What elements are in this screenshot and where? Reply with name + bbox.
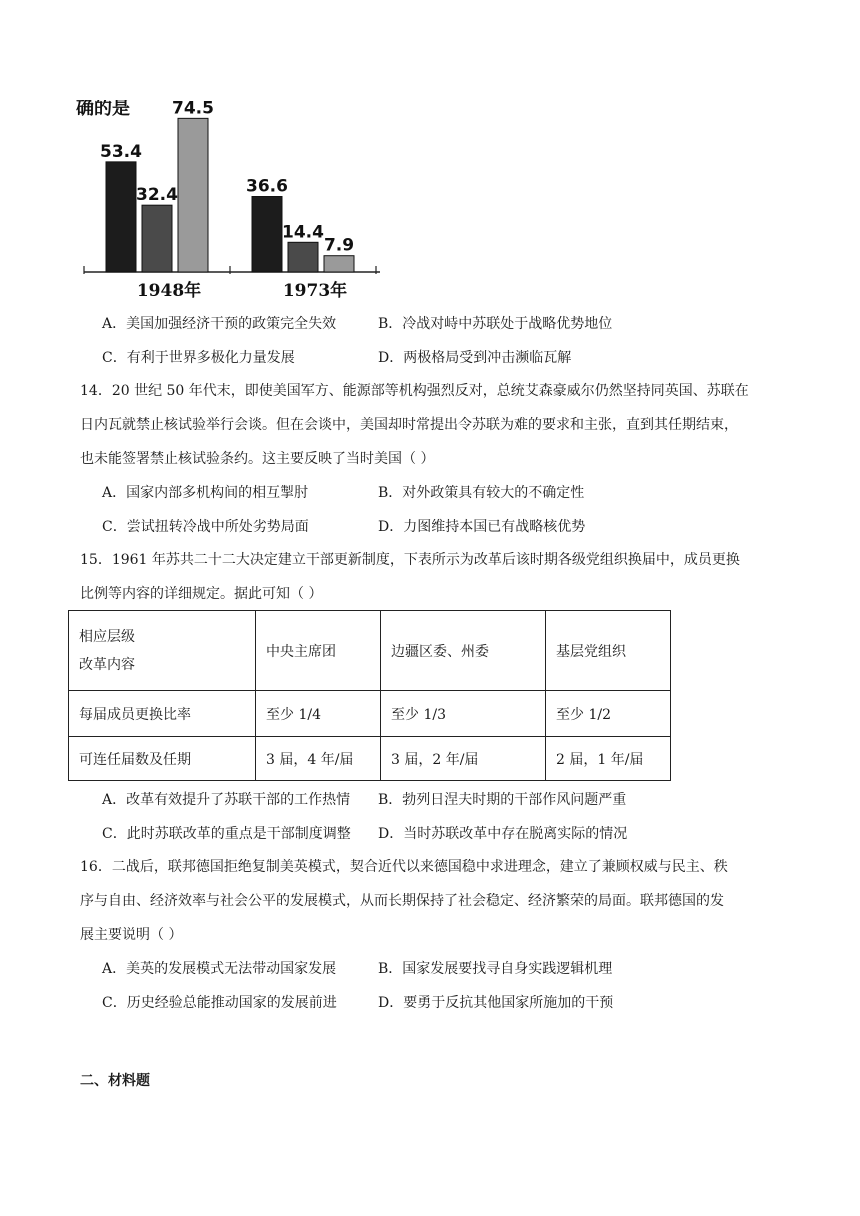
q16-option-d[interactable]: D．要勇于反抗其他国家所施加的干预 bbox=[378, 995, 614, 1011]
q15-stem-line-1: 15．1961 年苏共二十二大决定建立干部更新制度，下表所示为改革后该时期各级党组织换届中，成员更换 bbox=[80, 552, 740, 568]
q14-stem-line-3: 也未能签署禁止核试验条约。这主要反映了当时美国（ ） bbox=[80, 451, 435, 467]
corner-bottom-label: 改革内容 bbox=[79, 656, 135, 673]
q15-option-a[interactable]: A．改革有效提升了苏联干部的工作热情 bbox=[102, 792, 351, 808]
category-label: 1948年 bbox=[136, 281, 202, 301]
q15-stem-line-2: 比例等内容的详细规定。据此可知（ ） bbox=[80, 586, 323, 602]
table-header-cell: 边疆区委、州委 bbox=[381, 611, 546, 691]
table-header-cell: 中央主席团 bbox=[256, 611, 381, 691]
reform-table bbox=[68, 610, 671, 781]
q13-option-c[interactable]: C．有利于世界多极化力量发展 bbox=[102, 350, 295, 366]
q14-option-d[interactable]: D．力图维持本国已有战略核优势 bbox=[378, 519, 586, 535]
q16-option-a[interactable]: A．美英的发展模式无法带动国家发展 bbox=[102, 961, 337, 977]
corner-top-label: 相应层级 bbox=[79, 628, 135, 645]
q14-option-b[interactable]: B．对外政策具有较大的不确定性 bbox=[378, 485, 585, 501]
table-corner-cell bbox=[69, 611, 256, 691]
q15-option-c[interactable]: C．此时苏联改革的重点是干部制度调整 bbox=[102, 826, 351, 842]
bar-value-label: 32.4 bbox=[136, 185, 178, 206]
chart-bar bbox=[178, 118, 208, 272]
table-header-row bbox=[69, 611, 671, 691]
q16-stem-line-2: 序与自由、经济效率与社会公平的发展模式，从而长期保持了社会稳定、经济繁荣的局面。联邦德国的发 bbox=[80, 893, 724, 909]
q16-stem-line-1: 16．二战后，联邦德国拒绝复制美英模式，契合近代以来德国稳中求进理念，建立了兼顾权威与民主、秩 bbox=[80, 859, 728, 875]
chart-bar bbox=[252, 197, 282, 272]
table-header-cell: 基层党组织 bbox=[546, 611, 671, 691]
chart-bar bbox=[106, 162, 136, 272]
q15-option-b[interactable]: B．勃列日涅夫时期的干部作风问题严重 bbox=[378, 792, 627, 808]
chart-bar bbox=[142, 205, 172, 272]
q16-stem-line-3: 展主要说明（ ） bbox=[80, 927, 183, 943]
table-row bbox=[69, 691, 671, 737]
chart-title-fragment: 确的是 bbox=[76, 100, 130, 119]
q13-option-d[interactable]: D．两极格局受到冲击濒临瓦解 bbox=[378, 350, 572, 366]
table-cell: 3 届，4 年/届 bbox=[256, 737, 381, 781]
q14-option-a[interactable]: A．国家内部多机构间的相互掣肘 bbox=[102, 485, 309, 501]
table-row-label: 每届成员更换比率 bbox=[69, 691, 256, 737]
bar-value-label: 36.6 bbox=[246, 176, 288, 197]
q15-option-d[interactable]: D．当时苏联改革中存在脱离实际的情况 bbox=[378, 826, 628, 842]
table-cell: 2 届，1 年/届 bbox=[546, 737, 671, 781]
section-heading: 二、材料题 bbox=[80, 1073, 150, 1089]
q13-option-b[interactable]: B．冷战对峙中苏联处于战略优势地位 bbox=[378, 316, 613, 332]
table-cell: 至少 1/4 bbox=[256, 691, 381, 737]
q13-option-a[interactable]: A．美国加强经济干预的政策完全失效 bbox=[102, 316, 337, 332]
q16-option-b[interactable]: B．国家发展要找寻自身实践逻辑机理 bbox=[378, 961, 613, 977]
table-cell: 至少 1/2 bbox=[546, 691, 671, 737]
bar-value-label: 53.4 bbox=[100, 141, 142, 162]
bar-value-label: 74.5 bbox=[172, 100, 214, 119]
category-label: 1973年 bbox=[282, 281, 348, 301]
table-cell: 3 届，2 年/届 bbox=[381, 737, 546, 781]
table-row bbox=[69, 737, 671, 781]
table-cell: 至少 1/3 bbox=[381, 691, 546, 737]
bar-chart bbox=[70, 100, 400, 305]
bar-value-label: 14.4 bbox=[282, 222, 324, 243]
bar-chart-svg bbox=[70, 100, 400, 305]
table-row-label: 可连任届数及任期 bbox=[69, 737, 256, 781]
bar-value-label: 7.9 bbox=[323, 235, 355, 256]
chart-bar bbox=[288, 242, 318, 272]
q14-stem-line-1: 14．20 世纪 50 年代末，即使美国军方、能源部等机构强烈反对，总统艾森豪威尔仍然坚持同英国、苏联在 bbox=[80, 383, 749, 399]
q14-option-c[interactable]: C．尝试扭转冷战中所处劣势局面 bbox=[102, 519, 309, 535]
chart-bar bbox=[324, 256, 354, 272]
q16-option-c[interactable]: C．历史经验总能推动国家的发展前进 bbox=[102, 995, 337, 1011]
q14-stem-line-2: 日内瓦就禁止核试验举行会谈。但在会谈中，美国却时常提出令苏联为难的要求和主张，直到其任期结束， bbox=[80, 417, 738, 433]
